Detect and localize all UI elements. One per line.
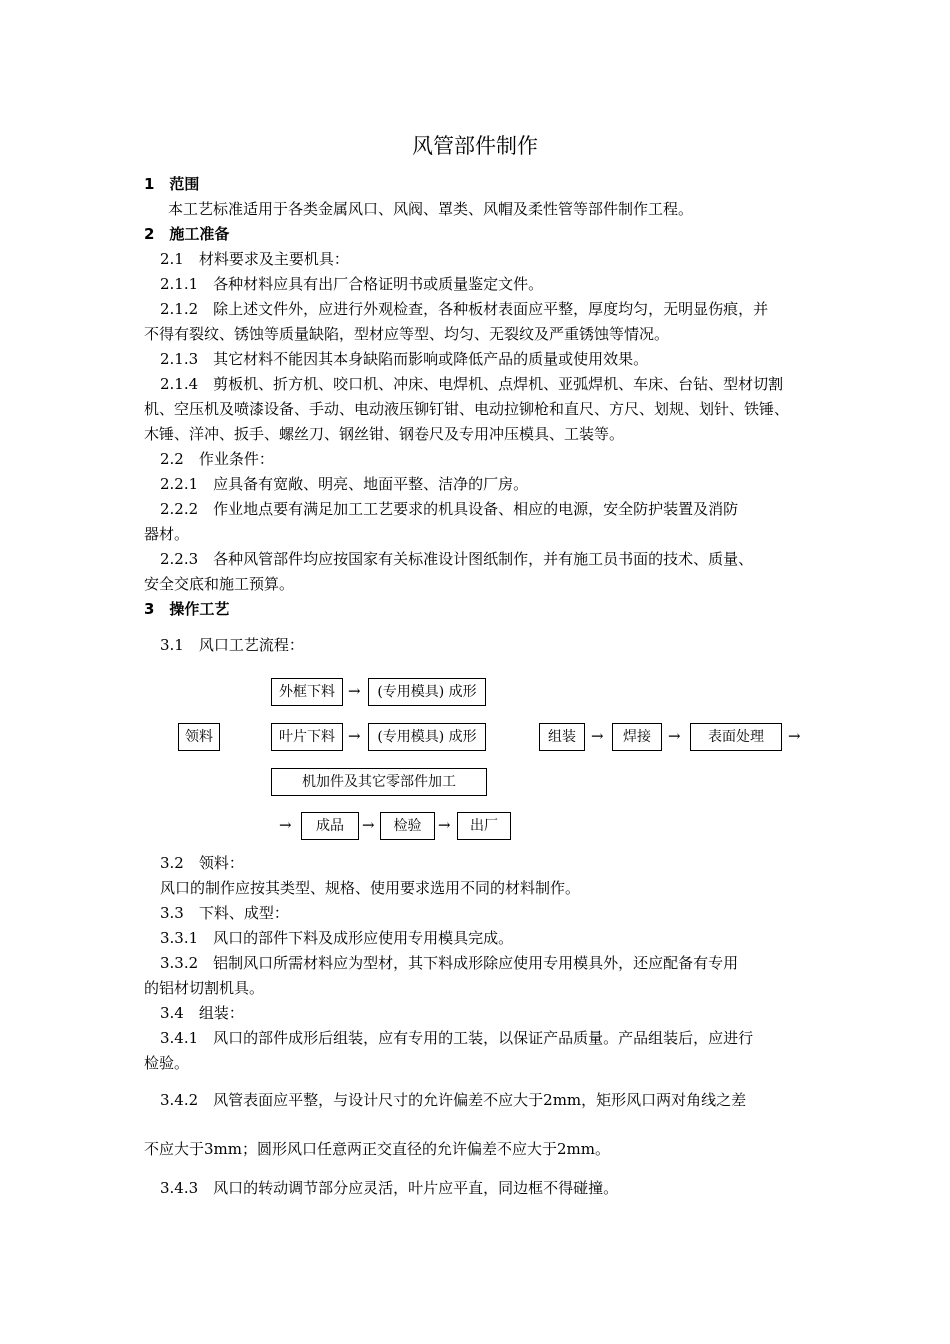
paragraph-line: 机、空压机及喷漆设备、手动、电动液压铆钉钳、电动拉铆枪和直尺、方尺、划规、划针、铁锤、 (144, 400, 790, 418)
flow-box-moju-2: (专用模具) 成形 (368, 723, 486, 751)
flow-box-biaomian: 表面处理 (690, 723, 782, 751)
subsection-heading: 3.3 下料、成型： (160, 904, 289, 922)
section-heading: 2 施工准备 (144, 225, 230, 243)
flow-box-lingliao: 领料 (178, 723, 220, 751)
flow-box-waikuang: 外框下料 (271, 678, 343, 706)
page-title: 风管部件制作 (412, 134, 538, 158)
paragraph-line: 2.1.3 其它材料不能因其本身缺陷而影响或降低产品的质量或使用效果。 (160, 350, 649, 368)
subsection-heading: 3.2 领料： (160, 854, 244, 872)
flow-box-jianyan: 检验 (380, 812, 435, 840)
flow-arrow: → (788, 727, 801, 745)
paragraph-line: 2.1.1 各种材料应具有出厂合格证明书或质量鉴定文件。 (160, 275, 544, 293)
paragraph-line: 3.4.3 风口的转动调节部分应灵活，叶片应平直，同边框不得碰撞。 (160, 1179, 619, 1197)
paragraph-line: 不应大于3mm；圆形风口任意两正交直径的允许偏差不应大于2mm。 (144, 1140, 610, 1158)
paragraph-line: 2.1.2 除上述文件外，应进行外观检查，各种板材表面应平整，厚度均匀，无明显伤痕，并 (160, 300, 769, 318)
flow-box-zuzhuang: 组装 (539, 723, 585, 751)
paragraph-line: 3.3.1 风口的部件下料及成形应使用专用模具完成。 (160, 929, 514, 947)
flow-arrow: → (362, 816, 375, 834)
paragraph-line: 风口的制作应按其类型、规格、使用要求选用不同的材料制作。 (160, 879, 581, 897)
paragraph-line: 检验。 (144, 1054, 190, 1072)
flow-arrow: → (668, 727, 681, 745)
paragraph-line: 2.2.2 作业地点要有满足加工工艺要求的机具设备、相应的电源，安全防护装置及消防 (160, 500, 739, 518)
flow-box-chuchang: 出厂 (457, 812, 511, 840)
paragraph-line: 3.3.2 铝制风口所需材料应为型材，其下料成形除应使用专用模具外，还应配备有专用 (160, 954, 739, 972)
paragraph-line: 3.4.2 风管表面应平整，与设计尺寸的允许偏差不应大于2mm，矩形风口两对角线之差 (160, 1091, 747, 1109)
paragraph-line: 2.2.1 应具备有宽敞、明亮、地面平整、洁净的厂房。 (160, 475, 529, 493)
subsection-heading: 3.4 组装： (160, 1004, 244, 1022)
flow-box-moju-1: (专用模具) 成形 (368, 678, 486, 706)
section-heading: 3 操作工艺 (144, 600, 230, 618)
flow-arrow: → (279, 816, 292, 834)
paragraph-line: 不得有裂纹、锈蚀等质量缺陷，型材应等型、均匀、无裂纹及严重锈蚀等情况。 (144, 325, 670, 343)
paragraph-line: 本工艺标准适用于各类金属风口、风阀、罩类、风帽及柔性管等部件制作工程。 (168, 200, 694, 218)
subsection-heading: 2.1 材料要求及主要机具： (160, 250, 349, 268)
section-heading: 1 范围 (144, 175, 200, 193)
paragraph-line: 2.1.4 剪板机、折方机、咬口机、冲床、电焊机、点焊机、亚弧焊机、车床、台钻、型材切割 (160, 375, 784, 393)
paragraph-line: 3.4.1 风口的部件成形后组装，应有专用的工装，以保证产品质量。产品组装后，应进行 (160, 1029, 754, 1047)
flow-arrow: → (348, 727, 361, 745)
subsection-heading: 3.1 风口工艺流程： (160, 636, 304, 654)
paragraph-line: 木锤、洋冲、扳手、螺丝刀、钢丝钳、钢卷尺及专用冲压模具、工装等。 (144, 425, 625, 443)
paragraph-line: 2.2.3 各种风管部件均应按国家有关标准设计图纸制作，并有施工员书面的技术、质量、 (160, 550, 754, 568)
flow-arrow: → (348, 682, 361, 700)
flow-box-chengpin: 成品 (301, 812, 359, 840)
flow-box-yepian: 叶片下料 (271, 723, 343, 751)
paragraph-line: 器材。 (144, 525, 190, 543)
flow-arrow: → (438, 816, 451, 834)
flow-box-hanjie: 焊接 (612, 723, 662, 751)
subsection-heading: 2.2 作业条件： (160, 450, 274, 468)
flow-box-jijiagong: 机加件及其它零部件加工 (271, 768, 487, 796)
flow-arrow: → (591, 727, 604, 745)
paragraph-line: 的铝材切割机具。 (144, 979, 265, 997)
paragraph-line: 安全交底和施工预算。 (144, 575, 295, 593)
